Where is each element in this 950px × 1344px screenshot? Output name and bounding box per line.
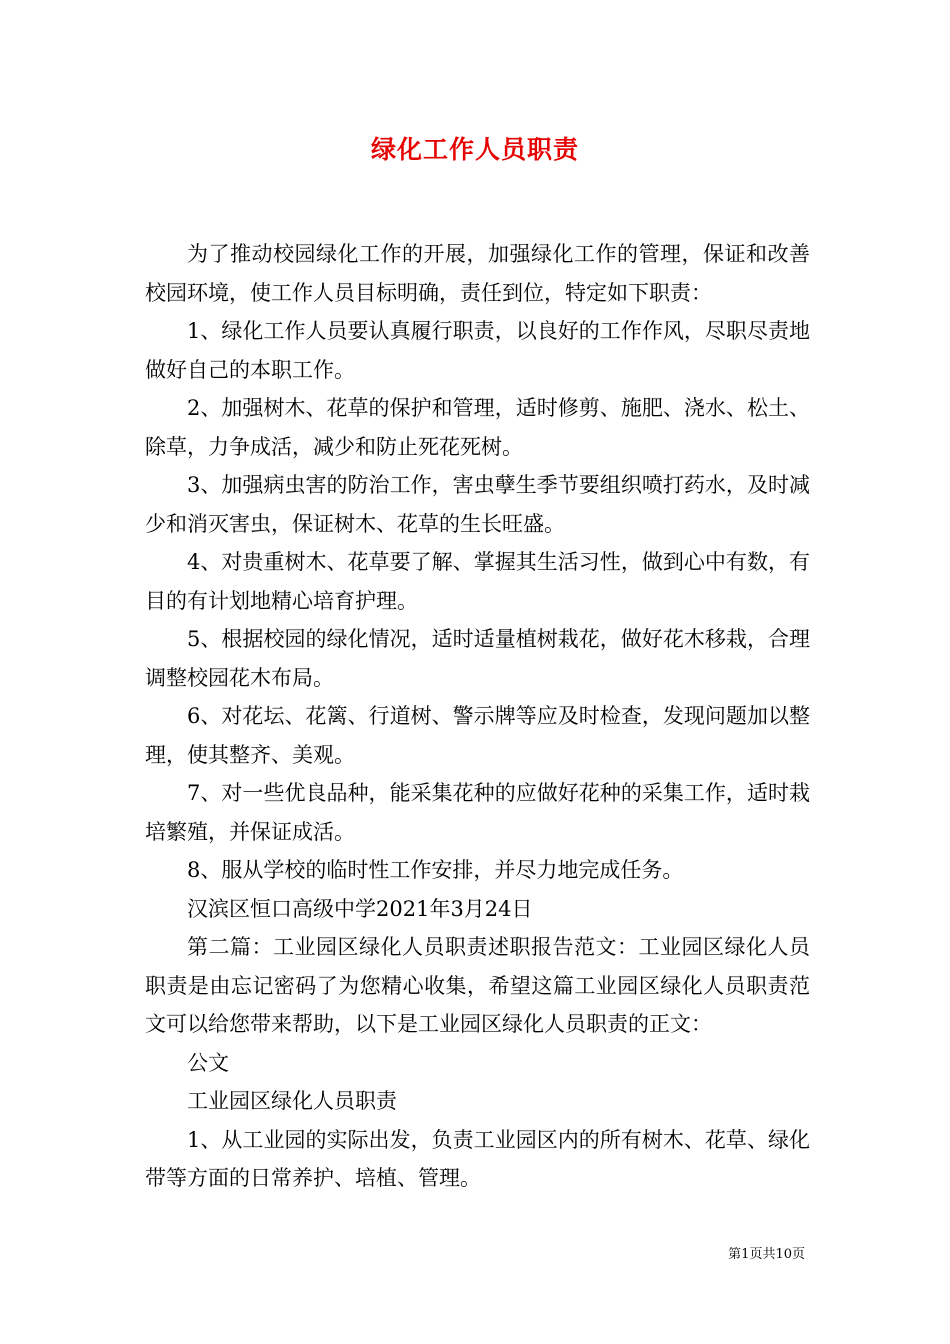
- intro-paragraph: 为了推动校园绿化工作的开展，加强绿化工作的管理，保证和改善校园环境，使工作人员目标明确，责任到位，特定如下职责：: [145, 242, 810, 305]
- duty-item-1: 1、绿化工作人员要认真履行职责，以良好的工作作风，尽职尽责地做好自己的本职工作。: [145, 319, 810, 382]
- duty-item-5: 5、根据校园的绿化情况，适时适量植树栽花，做好花木移栽，合理调整校园花木布局。: [145, 627, 810, 690]
- section-heading: 工业园区绿化人员职责: [187, 1089, 397, 1113]
- doc-type-label: 公文: [187, 1050, 229, 1075]
- duty-item-2: 2、加强树木、花草的保护和管理，适时修剪、施肥、浇水、松土、除草，力争成活，减少和防止死花死树。: [145, 396, 810, 459]
- duty-item-7: 7、对一些优良品种，能采集花种的应做好花种的采集工作，适时栽培繁殖，并保证成活。: [145, 781, 810, 844]
- duty-item-6: 6、对花坛、花篱、行道树、警示牌等应及时检查，发现问题加以整理，使其整齐、美观。: [145, 704, 810, 767]
- document-body: [145, 235, 810, 1198]
- duty-item-8: 8、服从学校的临时性工作安排，并尽力地完成任务。: [187, 858, 684, 882]
- signature-date: 汉滨区恒口高级中学2021年3月24日: [187, 896, 533, 921]
- duty-item-3: 3、加强病虫害的防治工作，害虫孽生季节要组织喷打药水，及时减少和消灭害虫，保证树木、花草的生长旺盛。: [145, 473, 810, 536]
- page-number: 第1页共10页: [728, 1247, 805, 1262]
- second-article-intro: 第二篇：工业园区绿化人员职责述职报告范文：工业园区绿化人员职责是由忘记密码了为您精心收集，希望这篇工业园区绿化人员职责范文可以给您带来帮助，以下是工业园区绿化人员职责的正文：: [145, 935, 810, 1036]
- park-duty-item-1: 1、从工业园的实际出发，负责工业园区内的所有树木、花草、绿化带等方面的日常养护、培植、管理。: [145, 1127, 810, 1190]
- duty-item-4: 4、对贵重树木、花草要了解、掌握其生活习性，做到心中有数，有目的有计划地精心培育护理。: [145, 550, 810, 613]
- document-title: 绿化工作人员职责: [370, 135, 579, 164]
